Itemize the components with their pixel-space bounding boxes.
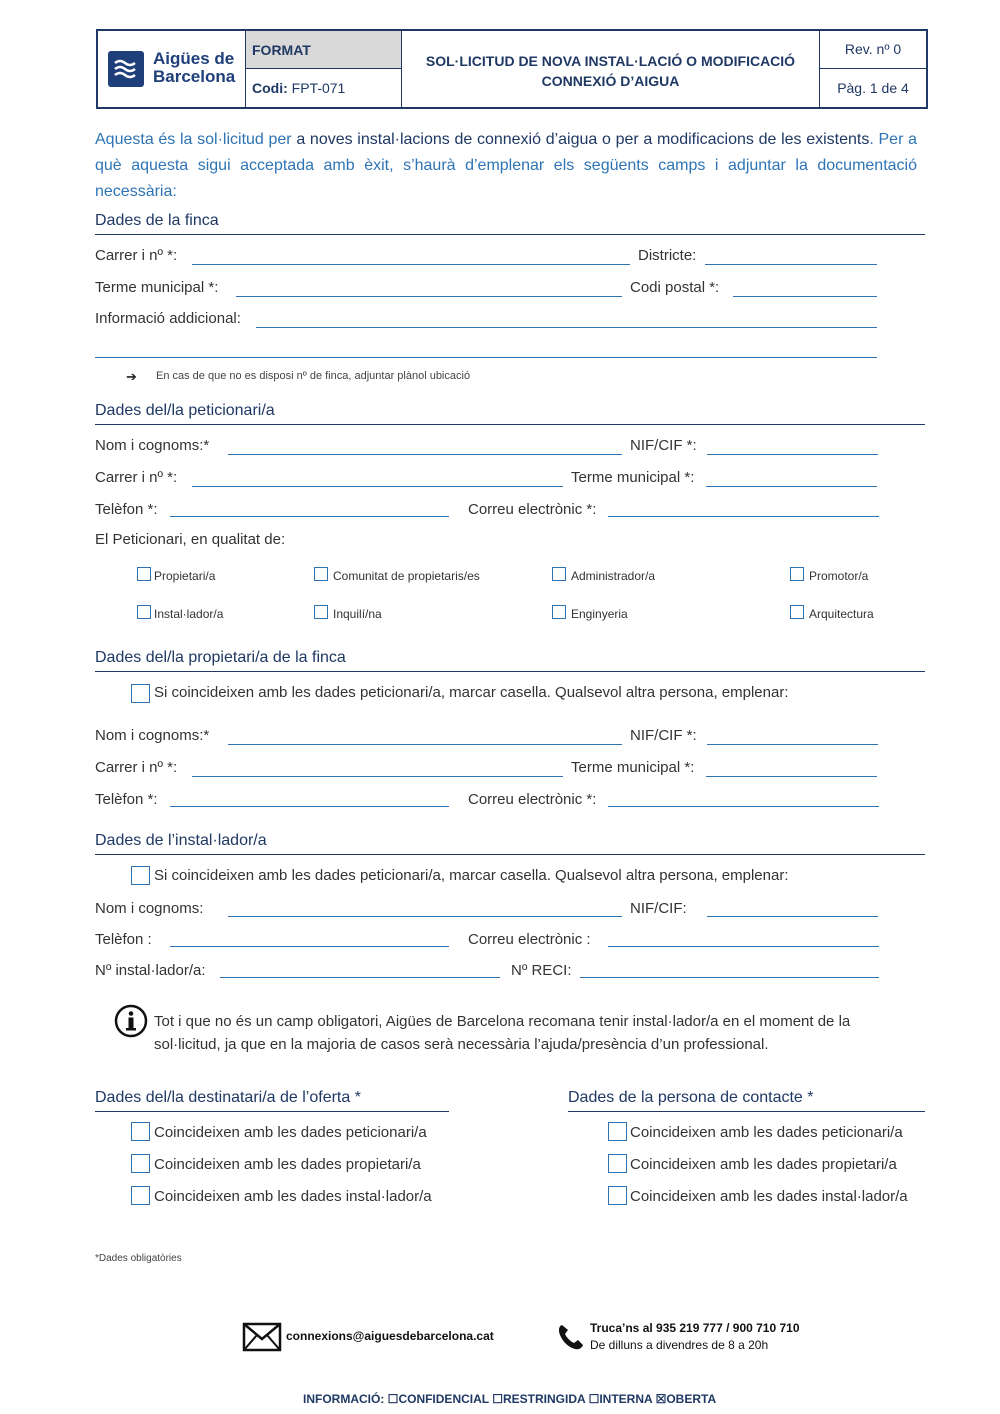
title-line1: SOL·LICITUD DE NOVA INSTAL·LACIÓ O MODIFICACIÓ [425,53,796,69]
checkbox-cont-peticionari[interactable] [608,1122,627,1141]
logo-line1: Aigües de [153,49,235,68]
prop-terme-field[interactable] [706,776,877,777]
checkbox-inquili[interactable] [314,605,328,619]
phone-icon [556,1322,586,1357]
inst-reci-label: Nº RECI: [511,962,572,979]
checkbox-installador[interactable] [137,605,151,619]
option-propietari: Propietari/a [154,569,216,583]
info-icon [114,1004,148,1043]
inst-telefon-field[interactable] [170,946,449,947]
format-label: FORMAT [246,31,402,69]
finca-note: En cas de que no es disposi nº de finca, adjuntar plànol ubicació [156,370,471,382]
footer-hours: De dilluns a divendres de 8 a 20h [590,1338,769,1352]
prop-terme-label: Terme municipal *: [571,759,695,776]
option-administrador: Administrador/a [571,569,656,583]
codi-label: Codi: [252,80,288,96]
revision: Rev. nº 0 [820,31,926,69]
finca-carrer-field[interactable] [192,264,630,265]
installador-info-line2: sol·licitud, ja que en la majoria de casos serà necessària l’ajuda/presència d’un professional. [154,1036,769,1053]
codi-cell [246,69,402,107]
finca-districte-label: Districte: [638,247,697,264]
footer-email[interactable]: connexions@aiguesdebarcelona.cat [286,1329,494,1343]
propietari-coincide-text: Si coincideixen amb les dades peticionari/a, marcar casella. Qualsevol altra persona, emplenar: [154,684,789,701]
info-label: INFORMACIÓ: [303,1392,385,1406]
checkbox-dest-propietari[interactable] [131,1154,150,1173]
codi-value: FPT-071 [291,80,346,96]
inst-nom-field[interactable] [228,916,622,917]
cont-option-propietari: Coincideixen amb les dades propietari/a [630,1156,897,1173]
checkbox-administrador[interactable] [552,567,566,581]
checkbox-cont-installador[interactable] [608,1186,627,1205]
dest-option-peticionari: Coincideixen amb les dades peticionari/a [154,1124,427,1141]
prop-correu-label: Correu electrònic *: [468,791,597,808]
footnote: *Dades obligatòries [95,1253,182,1264]
pet-carrer-field[interactable] [192,486,563,487]
class-oberta: OBERTA [666,1392,717,1406]
dest-option-installador: Coincideixen amb les dades instal·lador/a [154,1188,432,1205]
pet-carrer-label: Carrer i nº *: [95,469,178,486]
section-propietari-title: Dades del/la propietari/a de la finca [95,649,925,672]
finca-carrer-label: Carrer i nº *: [95,247,178,264]
cont-option-peticionari: Coincideixen amb les dades peticionari/a [630,1124,903,1141]
prop-nif-label: NIF/CIF *: [630,727,697,744]
inst-telefon-label: Telèfon : [95,931,152,948]
finca-info-label: Informació addicional: [95,310,241,327]
document-header [96,29,928,109]
logo-icon [108,51,144,87]
finca-terme-field[interactable] [236,296,622,297]
finca-info-field-2[interactable] [95,357,877,358]
prop-carrer-label: Carrer i nº *: [95,759,178,776]
installador-info-text [154,1010,850,1056]
pet-nif-field[interactable] [707,454,878,455]
pet-telefon-field[interactable] [170,516,449,517]
class-restringida: RESTRINGIDA [503,1392,586,1406]
logo-line2: Barcelona [153,67,236,86]
checkbox-cont-propietari[interactable] [608,1154,627,1173]
dest-option-propietari: Coincideixen amb les dades propietari/a [154,1156,421,1173]
inst-nif-field[interactable] [707,916,878,917]
checkbox-propietari-coincide[interactable] [131,684,150,703]
section-installador-title: Dades de l’instal·lador/a [95,832,925,855]
inst-nom-label: Nom i cognoms: [95,900,204,917]
class-box-interna[interactable]: ☐ [588,1392,600,1406]
intro-part1: Aquesta és la sol·licitud per [95,131,297,148]
intro-highlight: a noves instal·lacions de connexió d’aigua o per a modificacions de les existents [296,131,870,148]
class-box-restringida[interactable]: ☐ [492,1392,503,1406]
pet-nom-label: Nom i cognoms:* [95,437,210,454]
checkbox-installador-coincide[interactable] [131,866,150,885]
checkbox-dest-peticionari[interactable] [131,1122,150,1141]
arrow-icon: ➔ [126,369,137,384]
section-peticionari-title: Dades del/la peticionari/a [95,402,925,425]
footer-phone[interactable]: Truca’ns al 935 219 777 / 900 710 710 [590,1321,800,1335]
pet-telefon-label: Telèfon *: [95,501,158,518]
title-line2: CONNEXIÓ D’AIGUA [541,73,680,89]
option-comunitat: Comunitat de propietaris/es [333,569,480,583]
prop-nom-field[interactable] [228,744,622,745]
prop-carrer-field[interactable] [192,776,563,777]
finca-terme-label: Terme municipal *: [95,279,219,296]
section-destinatari-title: Dades del/la destinatari/a de l’oferta * [95,1089,449,1112]
envelope-icon [242,1322,282,1357]
finca-cp-label: Codi postal *: [630,279,720,296]
pet-terme-field[interactable] [706,486,877,487]
option-inquili: Inquilí/na [333,607,382,621]
prop-telefon-field[interactable] [170,806,449,807]
checkbox-comunitat[interactable] [314,567,328,581]
pet-correu-field[interactable] [608,516,879,517]
intro-paragraph [95,127,917,205]
option-promotor: Promotor/a [809,569,869,583]
class-box-confidencial[interactable]: ☐ [387,1392,399,1406]
class-box-oberta-checked[interactable]: ☒ [655,1392,667,1406]
inst-num-label: Nº instal·lador/a: [95,962,206,979]
option-enginyeria: Enginyeria [571,607,628,621]
page-number: Pàg. 1 de 4 [837,80,909,96]
prop-nif-field[interactable] [707,744,878,745]
finca-districte-field[interactable] [705,264,877,265]
finca-info-field[interactable] [256,327,877,328]
pet-terme-label: Terme municipal *: [571,469,695,486]
section-finca-title: Dades de la finca [95,212,925,235]
inst-correu-label: Correu electrònic : [468,931,591,948]
checkbox-promotor[interactable] [790,567,804,581]
inst-num-field[interactable] [220,977,500,978]
intro-part2: . Per a què aquesta sigui acceptada amb èxit, s’haurà d’emplenar els següents camps i adjuntar la documentació necessària: [95,131,917,200]
checkbox-arquitectura[interactable] [790,605,804,619]
pet-nif-label: NIF/CIF *: [630,437,697,454]
prop-nom-label: Nom i cognoms:* [95,727,210,744]
finca-cp-field[interactable] [733,296,877,297]
document-title [402,31,820,107]
option-arquitectura: Arquitectura [809,607,874,621]
class-interna: INTERNA [599,1392,653,1406]
option-installador: Instal·lador/a [154,607,224,621]
cont-option-installador: Coincideixen amb les dades instal·lador/a [630,1188,908,1205]
prop-correu-field[interactable] [608,806,879,807]
section-contacte-title: Dades de la persona de contacte * [568,1089,925,1112]
installador-coincide-text: Si coincideixen amb les dades peticionari/a, marcar casella. Qualsevol altra persona, emplenar: [154,867,789,884]
installador-info-line1: Tot i que no és un camp obligatori, Aigües de Barcelona recomana tenir instal·lador/a en el moment de la [154,1013,851,1030]
checkbox-dest-installador[interactable] [131,1186,150,1205]
pet-correu-label: Correu electrònic *: [468,501,597,518]
prop-telefon-label: Telèfon *: [95,791,158,808]
inst-nif-label: NIF/CIF: [630,900,687,917]
inst-correu-field[interactable] [608,946,879,947]
pet-qualitat-label: El Peticionari, en qualitat de: [95,531,286,548]
checkbox-propietari[interactable] [137,567,151,581]
info-classification [303,1392,716,1406]
checkbox-enginyeria[interactable] [552,605,566,619]
logo [98,31,246,107]
inst-reci-field[interactable] [580,977,879,978]
class-confidencial: CONFIDENCIAL [398,1392,489,1406]
pet-nom-field[interactable] [228,454,622,455]
